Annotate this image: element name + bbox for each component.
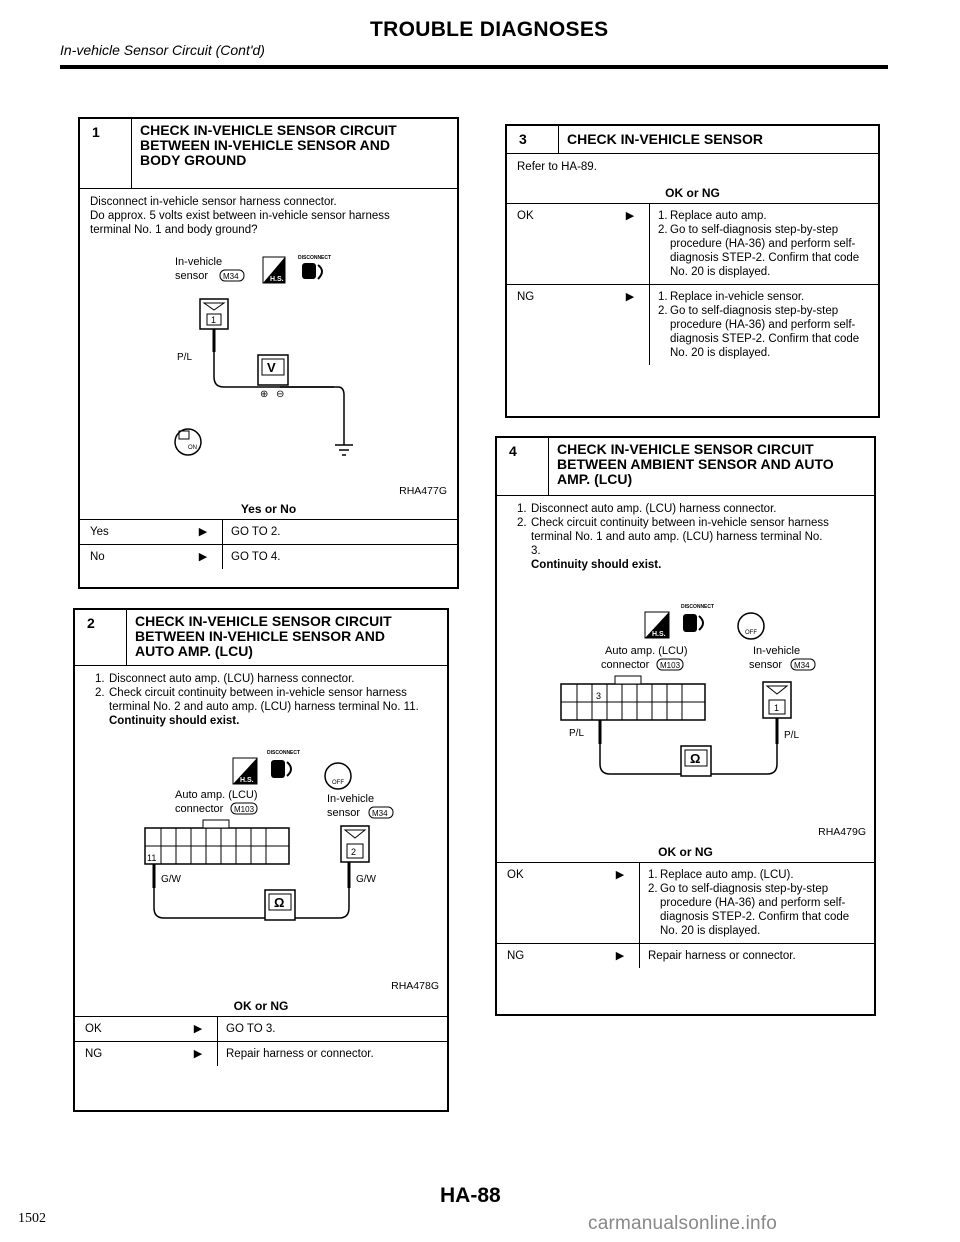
verdict-label: Yes or No (240, 502, 297, 516)
svg-text:P/L: P/L (177, 352, 193, 363)
svg-text:G/W: G/W (356, 874, 376, 885)
figure-code: RHA477G (399, 485, 447, 497)
arrow-icon: ▶ (193, 1023, 203, 1035)
step-4-header (497, 438, 874, 496)
svg-text:Ω: Ω (274, 895, 285, 910)
step-3-title: CHECK IN-VEHICLE SENSOR (567, 131, 764, 147)
svg-text:In-vehicle: In-vehicle (175, 256, 223, 268)
step-3-header (507, 126, 878, 154)
continuity-note: Continuity should exist. (109, 715, 240, 727)
result-row: OK ▶ 1. Replace auto amp. 2. Go to self-diagnosis step-by-step procedure (HA-36) and perform self-diagnosis STEP-2. Confirm that code No. 20 is displayed. (507, 204, 878, 285)
figure-code: RHA479G (818, 826, 866, 838)
svg-text:M34: M34 (794, 661, 810, 670)
arrow-icon: ▶ (615, 950, 625, 962)
result-row: NG ▶ Repair harness or connector. (75, 1042, 447, 1066)
svg-text:⊕: ⊕ (260, 389, 269, 400)
watermark-text: carmanualsonline.info (588, 1213, 778, 1234)
step-3-instructions: Refer to HA-89. (517, 161, 597, 173)
result-row: NG ▶ Repair harness or connector. (497, 944, 874, 968)
amp-connector-icon (145, 820, 289, 864)
verdict-label: OK or NG (233, 999, 289, 1013)
arrow-icon: ▶ (193, 1048, 203, 1060)
svg-text:1: 1 (774, 703, 780, 713)
step-1-results (80, 519, 457, 569)
step-2-number: 2 (75, 610, 127, 665)
svg-text:OFF: OFF (745, 630, 757, 636)
page-title: TROUBLE DIAGNOSES (370, 18, 609, 41)
step-1-number: 1 (80, 119, 132, 188)
svg-text:DISCONNECT: DISCONNECT (681, 604, 715, 610)
svg-text:connector: connector (601, 659, 650, 671)
disconnect-icon (271, 760, 285, 778)
svg-text:sensor: sensor (749, 659, 783, 671)
result-row: OK ▶ GO TO 3. (75, 1017, 447, 1042)
svg-text:M103: M103 (660, 661, 681, 670)
svg-text:3: 3 (596, 691, 602, 701)
disconnect-icon (302, 263, 322, 279)
step-2-instructions: 1. Disconnect auto amp. (LCU) harness connector. 2. Check circuit continuity between in-vehicle sensor harness terminal No. 2 and auto amp. (LCU) harness terminal No. 11. Continuity should exist. (75, 666, 447, 728)
svg-text:P/L: P/L (569, 728, 585, 739)
page-number: 1502 (18, 1211, 46, 1226)
step-4-number: 4 (497, 438, 549, 495)
step-1-title: CHECK IN-VEHICLE SENSOR CIRCUIT BETWEEN IN-VEHICLE SENSOR AND BODY GROUND (140, 122, 397, 168)
svg-text:Auto amp. (LCU): Auto amp. (LCU) (175, 789, 258, 801)
svg-text:Ω: Ω (690, 751, 701, 766)
amp-connector-icon (561, 676, 705, 720)
arrow-icon: ▶ (615, 869, 625, 881)
ohmmeter-icon (265, 890, 295, 920)
svg-text:H.S.: H.S. (240, 777, 254, 784)
step-2-box (73, 608, 449, 1112)
step-4-results (497, 862, 874, 968)
step-3-results (507, 203, 878, 365)
svg-text:DISCONNECT: DISCONNECT (298, 255, 332, 261)
sensor-connector-icon (341, 826, 369, 862)
figure-code: RHA478G (391, 980, 439, 992)
verdict-label: OK or NG (665, 186, 720, 200)
svg-text:sensor: sensor (327, 807, 361, 819)
svg-text:M34: M34 (372, 809, 388, 818)
svg-text:M103: M103 (234, 805, 255, 814)
svg-text:H.S.: H.S. (270, 276, 284, 283)
verdict-label: OK or NG (658, 845, 713, 859)
ohmmeter-icon (681, 746, 711, 776)
svg-text:In-vehicle: In-vehicle (753, 645, 801, 657)
svg-text:H.S.: H.S. (652, 631, 666, 638)
header-rule (60, 65, 888, 69)
step-2-diagram (75, 728, 447, 996)
ignition-on-icon (175, 429, 201, 455)
arrow-icon: ▶ (625, 291, 635, 303)
svg-text:DISCONNECT: DISCONNECT (267, 750, 301, 756)
svg-text:Auto amp. (LCU): Auto amp. (LCU) (605, 645, 688, 657)
step-1-header (80, 119, 457, 189)
svg-text:V: V (267, 360, 276, 375)
step-2-results (75, 1016, 447, 1066)
step-4-instructions: 1. Disconnect auto amp. (LCU) harness connector. 2. Check circuit continuity between in-vehicle sensor harness terminal No. 1 and auto amp. (LCU) harness terminal No. 3. Continuity should exist. (497, 496, 874, 572)
svg-text:⊖: ⊖ (276, 389, 285, 400)
svg-text:In-vehicle: In-vehicle (327, 793, 375, 805)
arrow-icon: ▶ (198, 526, 208, 538)
step-4-box (495, 436, 876, 1016)
svg-text:connector: connector (175, 803, 224, 815)
step-1-box (78, 117, 459, 589)
ignition-off-icon (325, 763, 351, 789)
step-3-number: 3 (507, 126, 559, 153)
result-row: NG ▶ 1. Replace in-vehicle sensor. 2. Go to self-diagnosis step-by-step procedure (HA-36) and perform self-diagnosis STEP-2. Confirm that code No. 20 is displayed. (507, 285, 878, 365)
svg-text:OFF: OFF (332, 780, 344, 786)
arrow-icon: ▶ (198, 551, 208, 563)
svg-text:11: 11 (147, 853, 157, 863)
svg-text:G/W: G/W (161, 874, 181, 885)
svg-text:ON: ON (188, 445, 197, 451)
step-4-title: CHECK IN-VEHICLE SENSOR CIRCUIT BETWEEN AMBIENT SENSOR AND AUTO AMP. (LCU) (557, 441, 834, 487)
svg-text:M34: M34 (223, 272, 239, 281)
step-4-diagram (497, 572, 874, 842)
svg-text:P/L: P/L (784, 730, 800, 741)
result-row: OK ▶ 1. Replace auto amp. (LCU). 2. Go to self-diagnosis step-by-step procedure (HA-36) and perform self-diagnosis STEP-2. Confirm that code No. 20 is displayed. (497, 863, 874, 944)
svg-text:1: 1 (211, 315, 217, 325)
result-row: No ▶ GO TO 4. (80, 545, 457, 569)
page-code: HA-88 (440, 1184, 501, 1207)
step-2-header (75, 610, 447, 666)
step-3-box (505, 124, 880, 418)
svg-text:2: 2 (351, 847, 357, 857)
step-1-instructions: Disconnect in-vehicle sensor harness connector. Do approx. 5 volts exist between in-vehicle sensor harness terminal No. 1 and body ground? (90, 196, 390, 236)
svg-text:sensor: sensor (175, 270, 209, 282)
ignition-off-icon (738, 613, 764, 639)
continuity-note: Continuity should exist. (531, 559, 662, 571)
section-subtitle: In-vehicle Sensor Circuit (Cont'd) (60, 42, 265, 58)
disconnect-icon (683, 614, 697, 632)
step-2-title: CHECK IN-VEHICLE SENSOR CIRCUIT BETWEEN IN-VEHICLE SENSOR AND AUTO AMP. (LCU) (135, 613, 392, 659)
sensor-connector-icon (763, 682, 791, 718)
result-row: Yes ▶ GO TO 2. (80, 520, 457, 545)
step-1-diagram (80, 237, 457, 499)
arrow-icon: ▶ (625, 210, 635, 222)
voltage-check-diagram (80, 237, 457, 499)
